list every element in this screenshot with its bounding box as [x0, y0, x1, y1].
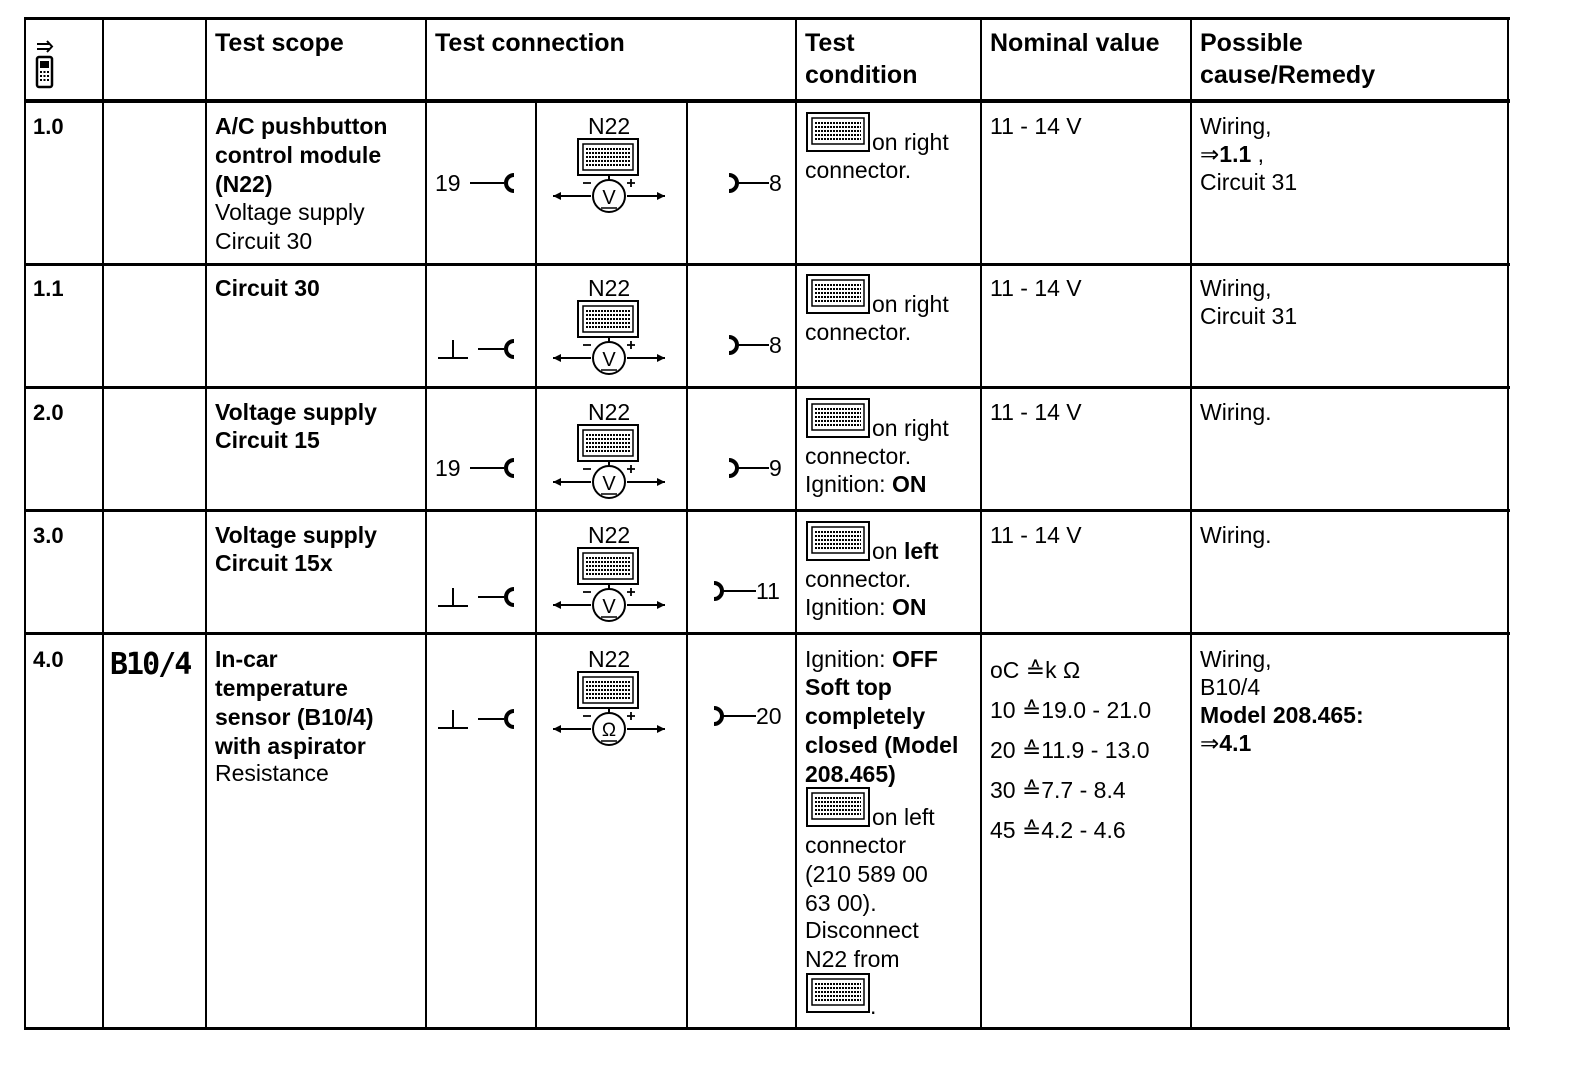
nominal-value: 11 - 14 V [990, 275, 1082, 301]
condition-text: connector. [805, 566, 912, 592]
pin-right: 11 [756, 578, 780, 604]
table-border-top [24, 17, 1510, 20]
module-label: N22 [588, 275, 631, 301]
row-divider [24, 263, 1510, 266]
col-divider [1190, 17, 1192, 1029]
cause-line: Wiring. [1200, 522, 1272, 548]
voltmeter-icon [553, 547, 665, 625]
scope-title: Circuit 15 [215, 427, 320, 453]
ignition-label: Ignition: [805, 594, 892, 620]
tester-connector-icon [806, 787, 870, 827]
condition-text: connector (210 589 00 63 00). [805, 832, 928, 916]
condition-text: connector. [805, 319, 912, 345]
condition-ignition [805, 645, 938, 674]
col-divider [980, 17, 982, 1029]
condition-soft-top: Soft top completely closed (Model 208.465) [805, 674, 959, 787]
col-divider [795, 17, 797, 1029]
socket-right-icon [710, 705, 756, 727]
cause-line: B10/4 [1200, 674, 1261, 700]
cause-line: Wiring, [1200, 113, 1272, 139]
meter-symbol: V [602, 349, 616, 371]
tester-connector-icon [806, 112, 870, 152]
tester-connector-icon [806, 398, 870, 438]
ignition-label: Ignition: [805, 471, 892, 497]
condition-text: Disconnect N22 from [805, 917, 919, 972]
row-divider [24, 386, 1510, 389]
header-test-scope: Test scope [215, 29, 344, 57]
nominal-header: oC ≙k Ω [990, 657, 1081, 683]
cause-line: Model 208.465: [1200, 702, 1364, 728]
ignition-value: OFF [891, 646, 938, 672]
step-number: 3.0 [33, 523, 64, 548]
voltmeter-icon [553, 424, 665, 502]
header-divider [24, 99, 1510, 103]
component-code-text: B10/4 [110, 647, 191, 682]
scope-title: Voltage supply [215, 522, 377, 548]
table-border-right [1507, 17, 1509, 1029]
voltmeter-icon [553, 138, 665, 216]
step-number: 1.0 [33, 114, 64, 139]
ref-arrow: ⇒ [1200, 141, 1220, 167]
ground-socket-icon [434, 334, 520, 360]
pin-right: 8 [769, 170, 782, 196]
scope-detail: Voltage supply Circuit 30 [215, 199, 365, 254]
nominal-line: 45 ≙4.2 - 4.6 [990, 817, 1126, 843]
tester-connector-icon [806, 973, 870, 1013]
subcol-divider [686, 101, 688, 1029]
header-test-connection: Test connection [435, 29, 625, 57]
cause-line: Wiring. [1200, 399, 1272, 425]
row-divider [24, 509, 1510, 512]
socket-left-icon [470, 172, 518, 194]
nominal-line: 10 ≙19.0 - 21.0 [990, 697, 1152, 723]
ref-step[interactable]: 4.1 [1219, 730, 1252, 756]
cause-ref [1200, 729, 1251, 758]
table-border-left [24, 17, 26, 1029]
condition-text [872, 537, 938, 566]
scope-detail: Resistance [215, 760, 329, 786]
nominal-value: 11 - 14 V [990, 399, 1082, 425]
module-label: N22 [588, 113, 631, 139]
socket-right-icon [710, 580, 756, 602]
cause-line: Circuit 31 [1200, 303, 1298, 329]
condition-side: left [903, 538, 939, 564]
condition-text: on right [872, 129, 949, 155]
scope-title: Circuit 15x [215, 550, 333, 576]
socket-right-icon [725, 457, 769, 479]
step-number: 1.1 [33, 276, 64, 301]
table-border-bottom [24, 1027, 1510, 1030]
condition-text: on left [872, 804, 935, 830]
socket-right-icon [725, 334, 769, 356]
ref-arrow: ⇒ [1200, 730, 1220, 756]
header-possible-cause: Possible cause/Remedy [1200, 29, 1376, 89]
ignition-label: Ignition: [805, 646, 892, 672]
meter-symbol: Ω [601, 720, 617, 741]
condition-text: on right [872, 415, 949, 441]
condition-text: connector. [805, 157, 912, 183]
nominal-value: 11 - 14 V [990, 522, 1082, 548]
voltmeter-icon [553, 300, 665, 378]
module-label: N22 [588, 646, 631, 672]
ref-step[interactable]: 1.1 [1219, 141, 1252, 167]
ignition-value: ON [891, 471, 927, 497]
tester-connector-icon [806, 274, 870, 314]
pin-right: 8 [769, 332, 782, 358]
pin-left: 19 [435, 170, 461, 196]
scope-title: Voltage supply [215, 399, 377, 425]
col-divider [102, 17, 104, 1029]
cause-line: Wiring, [1200, 646, 1272, 672]
condition-text: on right [872, 291, 949, 317]
tester-connector-icon [806, 521, 870, 561]
pin-right: 9 [769, 455, 782, 481]
condition-text: . [870, 993, 877, 1019]
condition-ignition [805, 593, 926, 622]
col-divider [205, 17, 207, 1029]
header-nominal-value: Nominal value [990, 29, 1160, 57]
meter-symbol: V [602, 187, 616, 209]
ignition-value: ON [891, 594, 927, 620]
condition-ignition [805, 470, 926, 499]
nominal-line: 30 ≙7.7 - 8.4 [990, 777, 1126, 803]
tester-icon [34, 38, 56, 90]
row-divider [24, 632, 1510, 635]
component-code [110, 646, 204, 680]
socket-right-icon [725, 172, 769, 194]
subcol-divider [535, 101, 537, 1029]
cause-line: Circuit 31 [1200, 169, 1298, 195]
condition-pre: on [872, 538, 904, 564]
module-label: N22 [588, 522, 631, 548]
nominal-value: 11 - 14 V [990, 113, 1082, 139]
module-label: N22 [588, 399, 631, 425]
step-number: 4.0 [33, 647, 64, 672]
meter-symbol: V [602, 596, 616, 618]
condition-text: connector. [805, 443, 912, 469]
scope-title: Circuit 30 [215, 275, 320, 301]
ground-socket-icon [434, 582, 520, 608]
ref-tail: , [1251, 141, 1265, 167]
col-divider [425, 17, 427, 1029]
pin-left: 19 [435, 455, 461, 481]
nominal-line: 20 ≙11.9 - 13.0 [990, 737, 1150, 763]
ground-socket-icon [434, 704, 520, 730]
step-number: 2.0 [33, 400, 64, 425]
meter-symbol: V [602, 473, 616, 495]
pin-right: 20 [756, 703, 782, 729]
header-test-condition: Test condition [805, 29, 918, 89]
cause-ref [1200, 140, 1264, 169]
socket-left-icon [470, 457, 518, 479]
scope-title: In-car temperature sensor (B10/4) with aspirator [215, 646, 374, 759]
scope-title: A/C pushbutton control module (N22) [215, 113, 388, 197]
cause-line: Wiring, [1200, 275, 1272, 301]
ohmmeter-icon [553, 671, 665, 749]
